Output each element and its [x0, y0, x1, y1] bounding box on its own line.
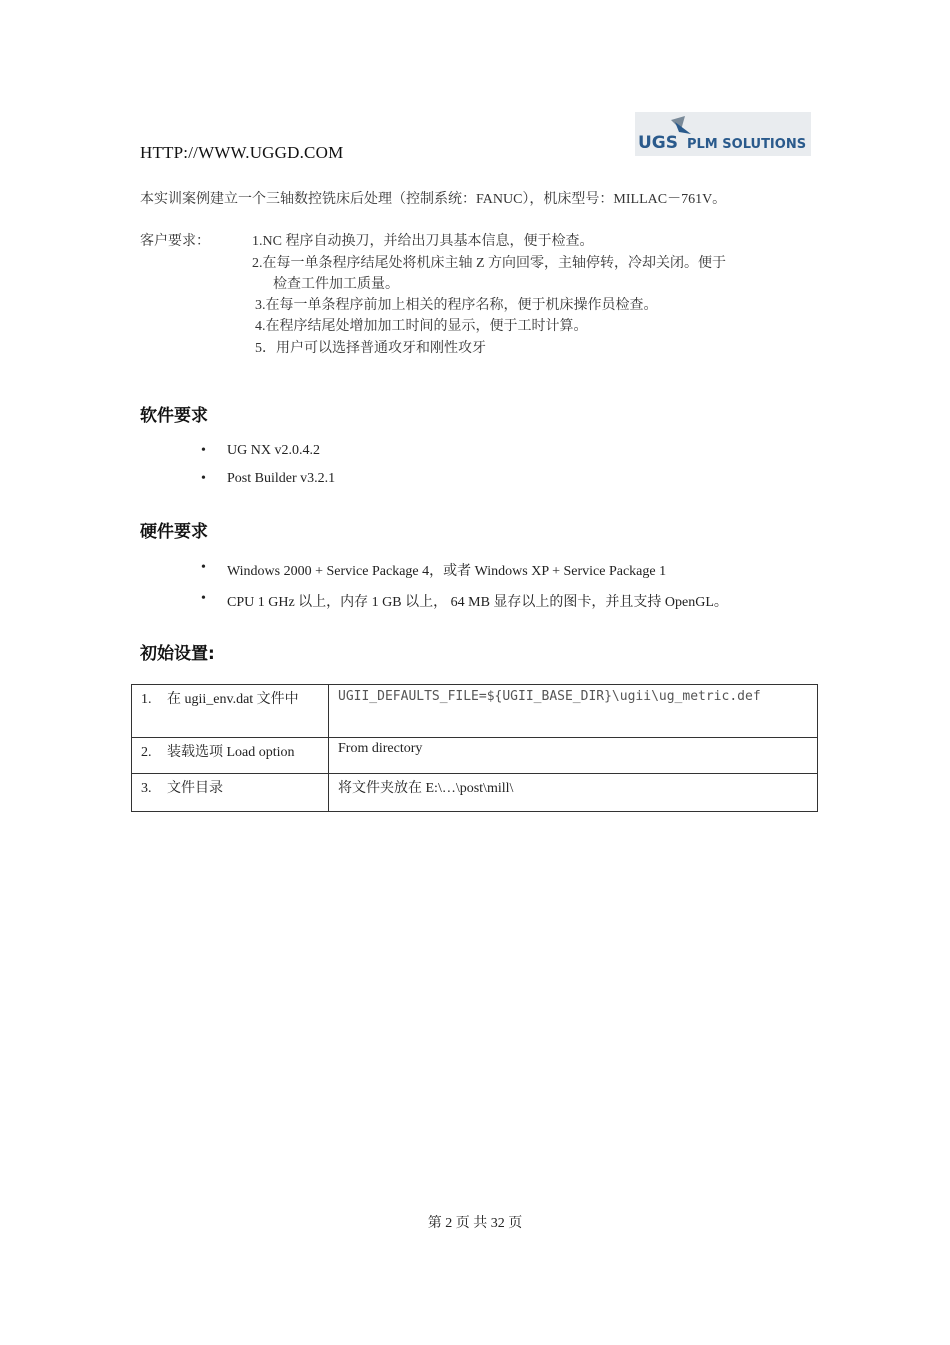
- requirement-item-2: 2.在每一单条程序结尾处将机床主轴 Z 方向回零，主轴停转，冷却关闭。便于: [252, 256, 727, 271]
- row-number: 1.: [141, 692, 152, 707]
- software-item: [201, 471, 336, 487]
- requirement-item-5: 5．用户可以选择普通攻牙和刚性攻牙: [255, 341, 486, 356]
- bullet-icon: •: [201, 471, 206, 486]
- setup-label: 装载选项 Load option: [167, 745, 295, 760]
- setup-value: UGII_DEFAULTS_FILE=${UGII_BASE_DIR}\ugii\ug_metric.def: [338, 689, 761, 704]
- setup-value: 将文件夹放在 E:\…\post\mill\: [338, 781, 514, 796]
- requirement-item-4: 4.在程序结尾处增加加工时间的显示，便于工时计算。: [255, 319, 588, 334]
- requirement-item-3: 3.在每一单条程序前加上相关的程序名称，便于机床操作员检查。: [255, 298, 658, 313]
- bullet-icon: •: [201, 560, 206, 575]
- page-footer: 第 2 页 共 32 页: [427, 1216, 523, 1231]
- software-item: [201, 443, 320, 459]
- bullet-icon: •: [201, 591, 206, 606]
- customer-requirements-label: 客户要求：: [140, 234, 210, 249]
- setup-label-cell: [132, 685, 329, 738]
- table-row: [132, 685, 818, 738]
- setup-value: From directory: [338, 741, 423, 756]
- initial-setup-table: [131, 684, 818, 812]
- setup-value-cell: [329, 738, 818, 774]
- hardware-heading: 硬件要求: [140, 522, 208, 542]
- setup-label: 在 ugii_env.dat 文件中: [167, 692, 299, 707]
- setup-label-cell: [132, 774, 329, 812]
- initial-setup-heading: 初始设置:: [140, 644, 215, 664]
- setup-label: 文件目录: [167, 781, 223, 796]
- setup-value-cell: [329, 685, 818, 738]
- header-url: HTTP://WWW.UGGD.COM: [140, 143, 344, 162]
- logo-text-ugs: UGS: [638, 133, 679, 153]
- requirement-item-2-continued: 检查工件加工质量。: [273, 277, 399, 292]
- row-number: 3.: [141, 781, 152, 796]
- software-heading: 软件要求: [140, 406, 208, 426]
- bullet-icon: •: [201, 443, 206, 458]
- hardware-item: [201, 560, 667, 580]
- software-item-text: UG NX v2.0.4.2: [227, 443, 320, 458]
- software-item-text: Post Builder v3.2.1: [227, 471, 336, 486]
- setup-label-cell: [132, 738, 329, 774]
- setup-value-cell: [329, 774, 818, 812]
- intro-text: 本实训案例建立一个三轴数控铣床后处理（控制系统：FANUC），机床型号：MILLAC－761V。: [140, 192, 727, 207]
- hardware-item-text: CPU 1 GHz 以上，内存 1 GB 以上， 64 MB 显存以上的图卡，并且支持 OpenGL。: [227, 595, 728, 610]
- hardware-item-text: Windows 2000 + Service Package 4，或者 Windows XP + Service Package 1: [227, 564, 667, 579]
- ugs-arrow-logo-icon: [635, 112, 811, 156]
- table-row: [132, 774, 818, 812]
- logo-text-plm: PLM SOLUTIONS: [687, 137, 807, 152]
- hardware-item: [201, 591, 728, 611]
- table-row: [132, 738, 818, 774]
- requirement-item-1: 1.NC 程序自动换刀，并给出刀具基本信息，便于检查。: [252, 234, 594, 249]
- row-number: 2.: [141, 745, 152, 760]
- ugs-plm-logo: [635, 112, 811, 156]
